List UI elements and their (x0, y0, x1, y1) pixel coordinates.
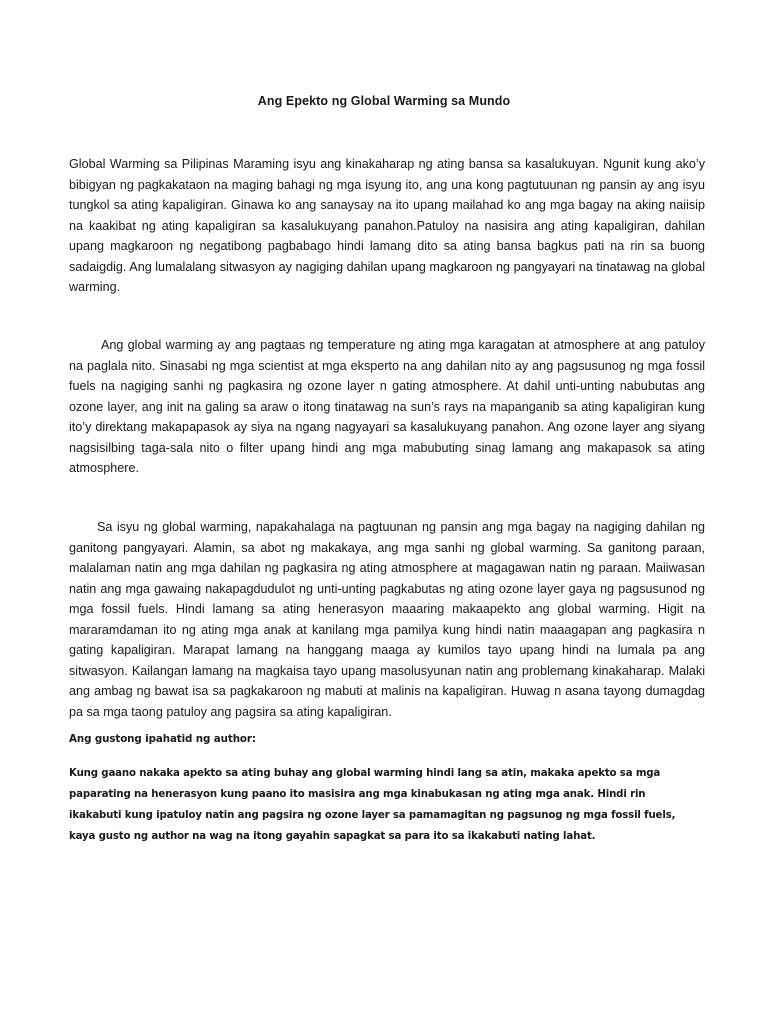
paragraph-solution: Sa isyu ng global warming, napakahalaga na pagtuunan ng pansin ang mga bagay na nagiging dahilan ng ganitong pangyayari. Alamin, sa abot ng makakaya, ang mga sanhi ng global warming. Sa ganitong paraan, malalaman natin ang mga dahilan ng pagkasira ng ating atmosphere at magagawan natin ng paraan. Maiiwasan natin ang mga gawaing nakapagdudulot ng unti-unting pagkabutas ng ating ozone layer gaya ng pagsusunod ng mga fossil fuels. Hindi lamang sa ating henerasyon maaaring makaapekto ang global warming. Higit na mararamdaman ito ng ating mga anak at kanilang mga pamilya kung hindi natin maaagapan ang pagkasira n gating kapaligiran. Marapat lamang na hanggang maaga ay kumilos tayo upang hindi na lumala pa ang sitwasyon. Kailangan lamang na magkaisa tayo upang masolusyunan natin ang problemang kinakaharap. Malaki ang ambag ng bawat isa sa pagkakaroon ng mabuti at malinis na kapaligiran. Huwag n asana tayong dumagdag pa sa mga taong patuloy ang pagsira sa ating kapaligiran. (69, 520, 705, 719)
paragraph-intro: Global Warming sa Pilipinas Maraming isyu ang kinakaharap ng ating bansa sa kasalukuyan. Ngunit kung ako’y bibigyan ng pagkakataon na maging bahagi ng mga isyung ito, ang una kong pagtutuunan ng pansin ay ang isyu tungkol sa ating kapaligiran. Ginawa ko ang sanaysay na ito upang mailahad ko ang mga bagay na aking naiisip na kaakibat ng ating kapaligiran sa kasalukuyang panahon.Patuloy na nasisira ang ating kapaligiran, dahilan upang magkaroon ng negatibong pagbabago hindi lamang dito sa ating bansa bagkus pati na rin sa buong sadaigdig. Ang lumalalang sitwasyon ay nagiging dahilan upang magkaroon ng pangyayari na tinatawag na global warming. (69, 157, 705, 294)
paragraph-definition: Ang global warming ay ang pagtaas ng temperature ng ating mga karagatan at atmosphere at ang patuloy na paglala nito. Sinasabi ng mga scientist at mga eksperto na ang dahilan nito ay ang pagsusunog ng mga fossil fuels na nagiging sanhi ng pagkasira ng ozone layer n gating atmosphere. At dahil unti-unting nabubutas ang ozone layer, ang init na galing sa araw o itong tinatawag na sun’s rays na mapanganib sa ating kapaligiran kung ito’y direktang makapapasok ay siya na ngang nagyayari sa kasalukuyang panahon. Ang ozone layer ang siyang nagsisilbing taga-sala nito o filter upang hindi ang mga mabubuting sinag lamang ang makapasok sa ating atmosphere. (69, 338, 705, 475)
author-message: Kung gaano nakaka apekto sa ating buhay ang global warming hindi lang sa atin, makaka apekto sa mga paparating na henerasyon kung paano ito masisira ang mga kinabukasan ng ating mga anak. Hindi rin ikakabuti kung ipatuloy natin ang pagsira ng ozone layer sa pamamagitan ng pagsunog ng mga fossil fuels, kaya gusto ng author na wag na itong gayahin sapagkat sa para ito sa ikakabuti nating lahat. (69, 768, 676, 842)
author-heading: Ang gustong ipahatid ng author: (69, 733, 256, 745)
document-title: Ang Epekto ng Global Warming sa Mundo (257, 94, 511, 108)
